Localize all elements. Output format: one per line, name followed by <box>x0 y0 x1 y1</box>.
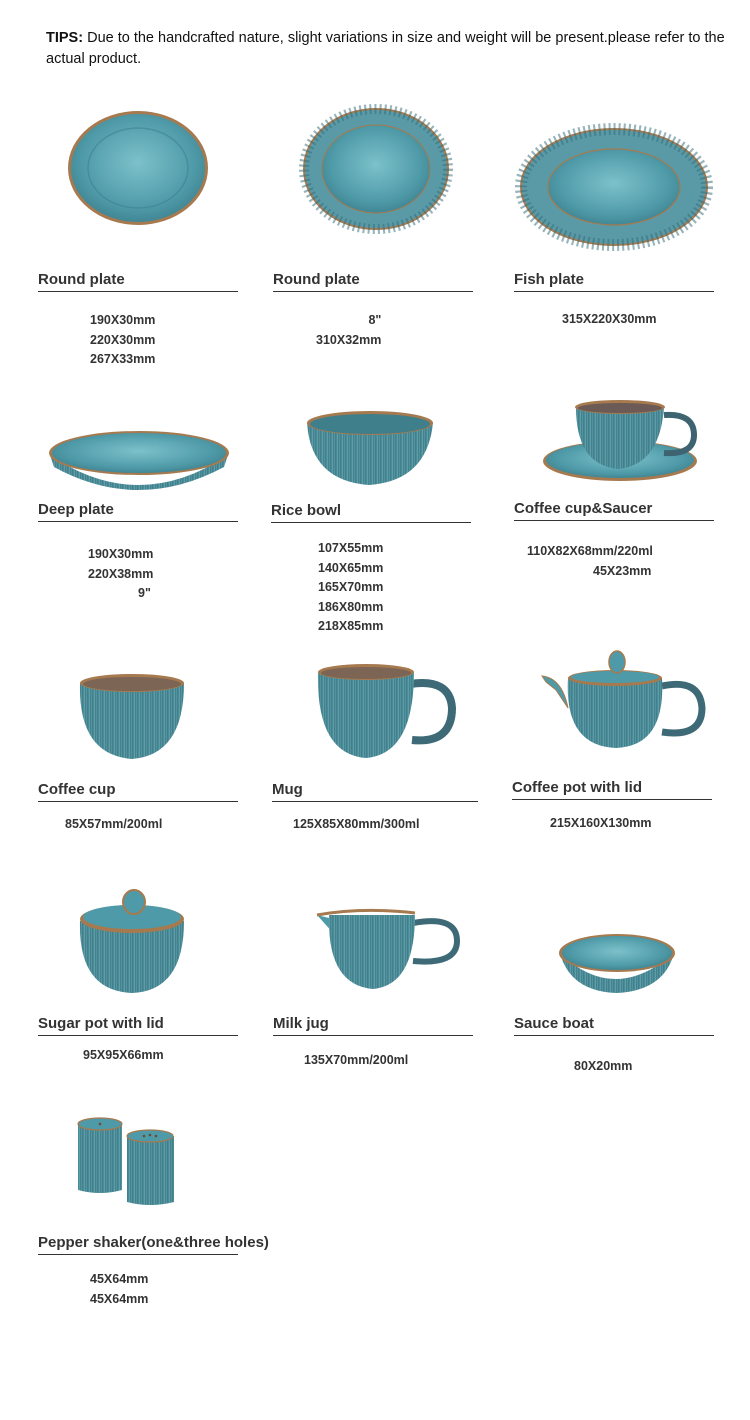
size-value: 95X95X66mm <box>83 1048 164 1062</box>
divider <box>271 522 471 523</box>
divider <box>273 291 473 292</box>
product-sizes <box>90 311 155 370</box>
product-fish-plate <box>514 105 714 375</box>
tips-label: TIPS: <box>46 30 84 46</box>
size-value: 9" <box>138 586 151 601</box>
product-sizes <box>304 1051 408 1071</box>
product-sizes <box>574 1057 632 1077</box>
size-value: 45X64mm <box>90 1272 149 1286</box>
cup-saucer-icon <box>514 395 714 495</box>
product-name: Milk jug <box>273 1015 329 1032</box>
divider <box>514 520 714 521</box>
mug-icon <box>272 660 478 765</box>
divider <box>514 1035 714 1036</box>
product-sizes <box>318 539 383 637</box>
product-round-plate <box>38 105 238 375</box>
product-mug <box>272 660 472 865</box>
product-name: Sugar pot with lid <box>38 1015 164 1032</box>
size-value: 315X220X30mm <box>562 312 657 326</box>
product-name: Coffee cup <box>38 781 116 798</box>
product-sizes <box>527 542 653 581</box>
product-sauce-boat <box>514 885 714 1085</box>
size-value: 218X85mm <box>318 619 384 634</box>
size-value: 165X70mm <box>318 580 384 595</box>
divider <box>514 291 714 292</box>
divider <box>512 799 712 800</box>
product-sizes <box>316 311 381 350</box>
rice-bowl-icon <box>271 395 471 495</box>
product-name: Coffee cup&Saucer <box>514 500 653 517</box>
divider <box>273 1035 473 1036</box>
product-ribbed-round-plate <box>273 105 473 375</box>
product-sizes <box>550 814 651 834</box>
divider <box>38 521 238 522</box>
product-pepper-shaker <box>38 1110 269 1330</box>
ribbed-round-plate-icon <box>273 105 473 265</box>
product-name: Deep plate <box>38 501 114 518</box>
product-sizes <box>562 310 657 330</box>
product-deep-plate <box>38 395 238 645</box>
sugar-pot-icon <box>38 885 238 1000</box>
size-value: 190X30mm <box>90 313 156 327</box>
size-value: 125X85X80mm/300ml <box>293 817 420 831</box>
milk-jug-icon <box>273 885 473 1000</box>
tips-text: Due to the handcrafted nature, slight variations in size and weight will be present.please refer to the actual product. <box>46 30 725 67</box>
product-name: Round plate <box>273 271 360 288</box>
coffee-pot-icon <box>512 648 712 758</box>
size-value: 85X57mm/200ml <box>65 817 163 831</box>
product-coffee-pot <box>512 648 712 863</box>
size-value: 190X30mm <box>88 547 154 561</box>
product-name: Rice bowl <box>271 502 342 519</box>
deep-plate-icon <box>38 395 238 495</box>
size-value: 220X30mm <box>90 332 156 347</box>
divider <box>38 1035 238 1036</box>
product-rice-bowl <box>271 395 471 645</box>
product-sizes <box>65 815 162 835</box>
size-value: 186X80mm <box>318 599 384 614</box>
divider <box>272 801 478 802</box>
product-sizes <box>90 1270 148 1309</box>
size-value: 215X160X130mm <box>550 816 652 830</box>
product-name: Fish plate <box>514 271 585 288</box>
product-coffee-cup <box>38 665 238 865</box>
size-value: 267X33mm <box>90 352 156 367</box>
product-sizes <box>293 815 419 835</box>
divider <box>38 291 238 292</box>
coffee-cup-icon <box>38 665 238 765</box>
product-name: Sauce boat <box>514 1015 595 1032</box>
divider <box>38 1254 238 1255</box>
product-name: Coffee pot with lid <box>512 779 642 796</box>
product-name: Mug <box>272 781 303 798</box>
product-sugar-pot <box>38 885 238 1085</box>
size-value: 220X38mm <box>88 566 154 581</box>
round-plate-icon <box>38 105 238 265</box>
divider <box>38 801 238 802</box>
product-sizes <box>88 545 153 604</box>
product-cup-saucer <box>514 395 714 645</box>
size-value: 107X55mm <box>318 541 384 555</box>
tips-note <box>46 28 726 70</box>
size-value: 310X32mm <box>316 332 382 347</box>
product-sizes <box>83 1046 164 1066</box>
size-value: 45X23mm <box>593 563 652 578</box>
fish-plate-icon <box>514 105 714 265</box>
size-value: 45X64mm <box>90 1291 149 1306</box>
size-value: 80X20mm <box>574 1059 633 1073</box>
size-value: 135X70mm/200ml <box>304 1053 409 1067</box>
product-name: Round plate <box>38 271 125 288</box>
size-value: 8" <box>368 313 382 327</box>
product-milk-jug <box>273 885 473 1085</box>
pepper-shaker-icon <box>38 1110 238 1210</box>
product-name: Pepper shaker(one&three holes) <box>38 1234 269 1251</box>
size-value: 110X82X68mm/220ml <box>527 544 653 558</box>
sauce-boat-icon <box>514 885 714 1000</box>
size-value: 140X65mm <box>318 560 384 575</box>
